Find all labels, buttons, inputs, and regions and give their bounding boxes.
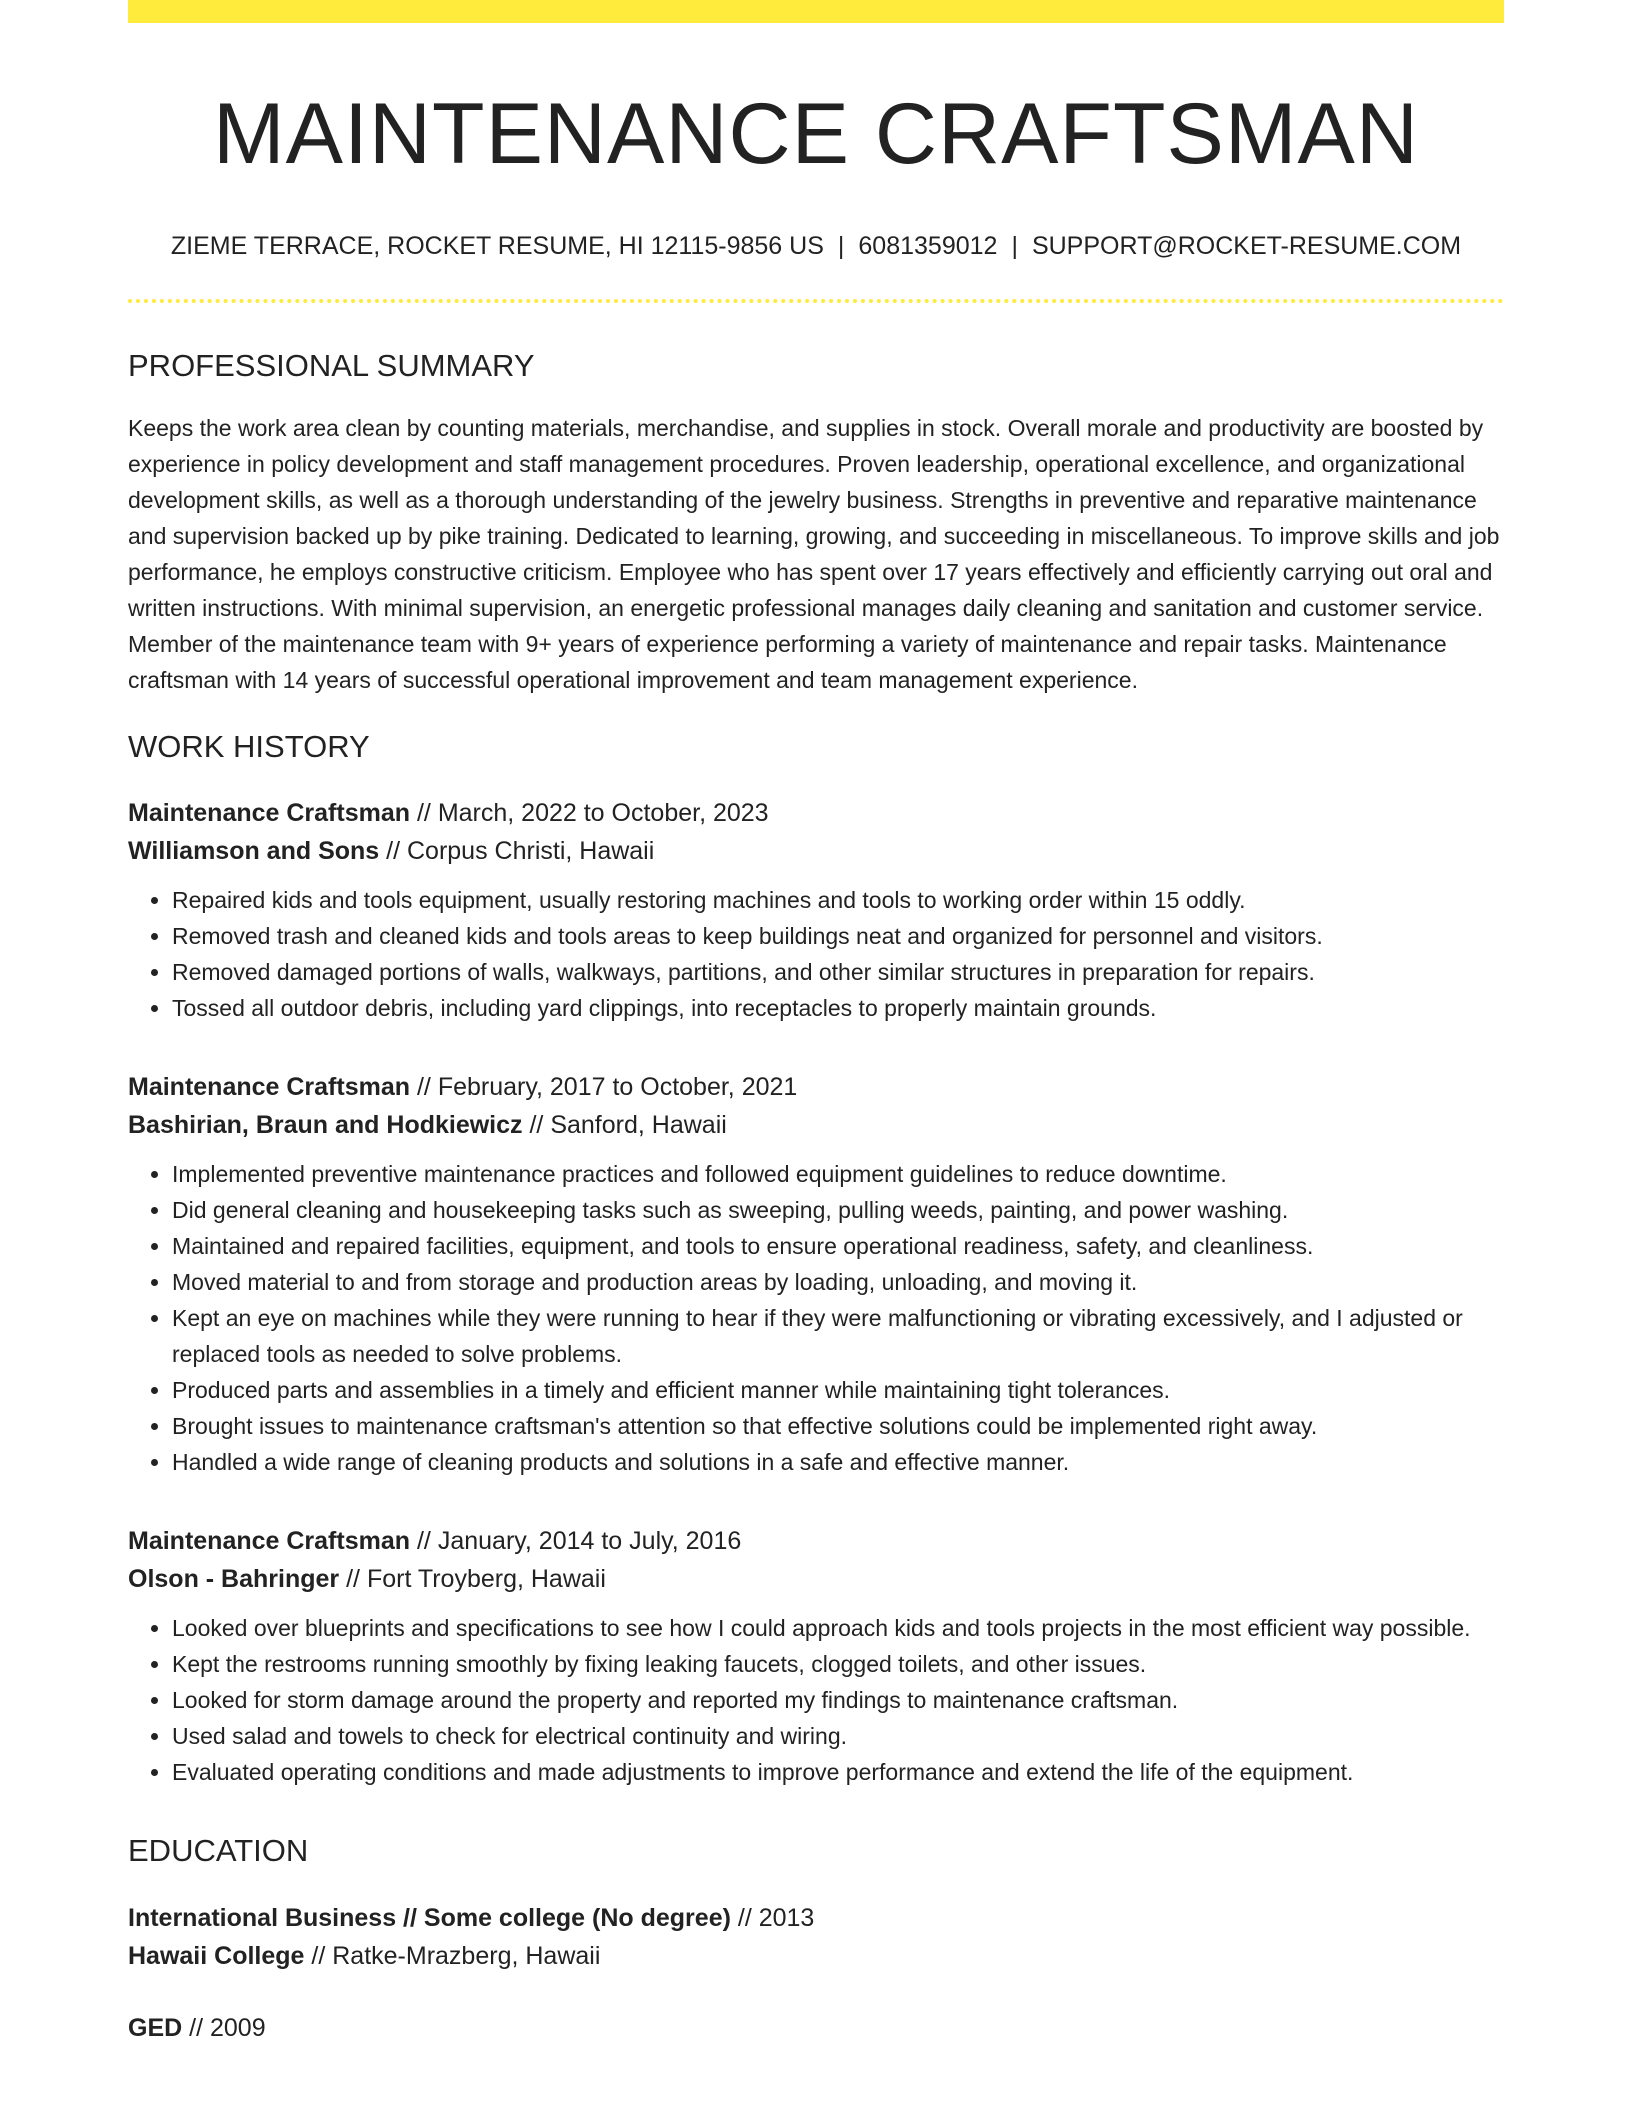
- job-entry: [128, 1068, 1504, 1480]
- job-bullet: • Maintained and repaired facilities, equipment, and tools to ensure operational readiness, safety, and cleanliness.: [172, 1228, 1504, 1264]
- divider: //: [410, 798, 438, 827]
- job-company-line: [128, 832, 1504, 870]
- education-degree-line: [128, 1899, 1504, 1937]
- divider: //: [730, 1903, 759, 1932]
- education-degree: GED: [128, 2013, 183, 2042]
- resume-name: MAINTENANCE CRAFTSMAN: [213, 86, 1419, 182]
- job-bullet: • Produced parts and assemblies in a timely and efficient manner while maintaining tight tolerances.: [172, 1372, 1504, 1408]
- divider: //: [304, 1941, 333, 1970]
- divider: //: [339, 1564, 367, 1593]
- education-school-line: [128, 1937, 1504, 1975]
- job-bullet: • Looked over blueprints and specifications to see how I could approach kids and tools projects in the most efficient way possible.: [172, 1610, 1504, 1646]
- education-school: Hawaii College: [128, 1941, 305, 1970]
- job-dates: March, 2022 to October, 2023: [437, 798, 769, 827]
- job-bullet: • Removed damaged portions of walls, walkways, partitions, and other similar structures in preparation for repairs.: [172, 954, 1504, 990]
- contact-phone: 6081359012: [858, 232, 998, 261]
- education-entry: [128, 2009, 1504, 2047]
- job-bullet: • Evaluated operating conditions and made adjustments to improve performance and extend the life of the equipment.: [172, 1754, 1504, 1790]
- job-bullet: • Removed trash and cleaned kids and tools areas to keep buildings neat and organized for personnel and visitors.: [172, 918, 1504, 954]
- summary-text: Keeps the work area clean by counting materials, merchandise, and supplies in stock. Overall morale and productivity are boosted by experience in policy development and staff management procedures. Proven leadership, operational excellence, and organizational development skills, as well as a thorough understanding of the jewelry business. Strengths in preventive and reparative maintenance and supervision backed up by pike training. Dedicated to learning, growing, and succeeding in miscellaneous. To improve skills and job performance, he employs constructive criticism. Employee who has spent over 17 years effectively and efficiently carrying out oral and written instructions. With minimal supervision, an energetic professional manages daily cleaning and sanitation and customer service. Member of the maintenance team with 9+ years of experience performing a variety of maintenance and repair tasks. Maintenance craftsman with 14 years of successful operational improvement and team management experience.: [128, 415, 1500, 694]
- job-company: Olson - Bahringer: [128, 1564, 340, 1593]
- contact-separator: |: [837, 232, 845, 261]
- header-divider: [128, 299, 1504, 303]
- job-location: Corpus Christi, Hawaii: [407, 836, 655, 865]
- divider: //: [379, 836, 407, 865]
- education-year: 2013: [758, 1903, 815, 1932]
- contact-separator: |: [1011, 232, 1018, 261]
- job-bullet: • Tossed all outdoor debris, including yard clippings, into receptacles to properly maintain grounds.: [172, 990, 1504, 1026]
- divider: //: [182, 2013, 210, 2042]
- divider: //: [410, 1526, 438, 1555]
- education-location: Ratke-Mrazberg, Hawaii: [332, 1941, 601, 1970]
- job-company-line: [128, 1106, 1504, 1144]
- job-company: Williamson and Sons: [128, 836, 380, 865]
- job-bullet: • Kept an eye on machines while they were running to hear if they were malfunctioning or vibrating excessively, and I adjusted or replaced tools as needed to solve problems.: [172, 1300, 1504, 1372]
- job-dates: January, 2014 to July, 2016: [437, 1526, 742, 1555]
- job-bullet: • Used salad and towels to check for electrical continuity and wiring.: [172, 1718, 1504, 1754]
- job-location: Fort Troyberg, Hawaii: [366, 1564, 606, 1593]
- job-entry: [128, 794, 1504, 1026]
- job-bullets: [128, 1610, 1504, 1790]
- job-bullet: • Implemented preventive maintenance practices and followed equipment guidelines to reduce downtime.: [172, 1156, 1504, 1192]
- job-title-line: [128, 1068, 1504, 1106]
- job-bullet: • Looked for storm damage around the property and reported my findings to maintenance craftsman.: [172, 1682, 1504, 1718]
- job-location: Sanford, Hawaii: [550, 1110, 727, 1139]
- job-title-line: [128, 1522, 1504, 1560]
- job-bullet: • Repaired kids and tools equipment, usually restoring machines and tools to working order within 15 oddly.: [172, 882, 1504, 918]
- contact-email: SUPPORT@ROCKET-RESUME.COM: [1031, 232, 1462, 261]
- divider: //: [522, 1110, 551, 1139]
- resume-page: [128, 0, 1504, 2047]
- job-dates: February, 2017 to October, 2021: [437, 1072, 798, 1101]
- contact-line: [128, 231, 1504, 261]
- work-history-heading: WORK HISTORY: [128, 729, 370, 765]
- job-title-line: [128, 794, 1504, 832]
- job-bullet: • Did general cleaning and housekeeping tasks such as sweeping, pulling weeds, painting, and power washing.: [172, 1192, 1504, 1228]
- job-company-line: [128, 1560, 1504, 1598]
- job-role: Maintenance Craftsman: [128, 1072, 411, 1101]
- contact-address: ZIEME TERRACE, ROCKET RESUME, HI 12115-9856 US: [170, 232, 824, 261]
- job-entry: [128, 1522, 1504, 1790]
- job-role: Maintenance Craftsman: [128, 798, 411, 827]
- job-bullets: [128, 882, 1504, 1026]
- job-bullets: [128, 1156, 1504, 1480]
- job-bullet: • Brought issues to maintenance craftsman's attention so that effective solutions could be implemented right away.: [172, 1408, 1504, 1444]
- education-degree-line: [128, 2009, 1504, 2047]
- summary-heading: PROFESSIONAL SUMMARY: [128, 348, 535, 384]
- top-accent-bar: [128, 0, 1504, 23]
- divider: //: [410, 1072, 438, 1101]
- job-bullet: • Kept the restrooms running smoothly by fixing leaking faucets, clogged toilets, and other issues.: [172, 1646, 1504, 1682]
- education-degree: International Business // Some college (No degree): [128, 1903, 731, 1932]
- job-bullet: • Moved material to and from storage and production areas by loading, unloading, and moving it.: [172, 1264, 1504, 1300]
- education-heading: EDUCATION: [128, 1832, 309, 1868]
- education-entry: [128, 1899, 1504, 1975]
- job-role: Maintenance Craftsman: [128, 1526, 411, 1555]
- job-company: Bashirian, Braun and Hodkiewicz: [128, 1110, 523, 1139]
- job-bullet: • Handled a wide range of cleaning products and solutions in a safe and effective manner.: [172, 1444, 1504, 1480]
- education-year: 2009: [209, 2013, 266, 2042]
